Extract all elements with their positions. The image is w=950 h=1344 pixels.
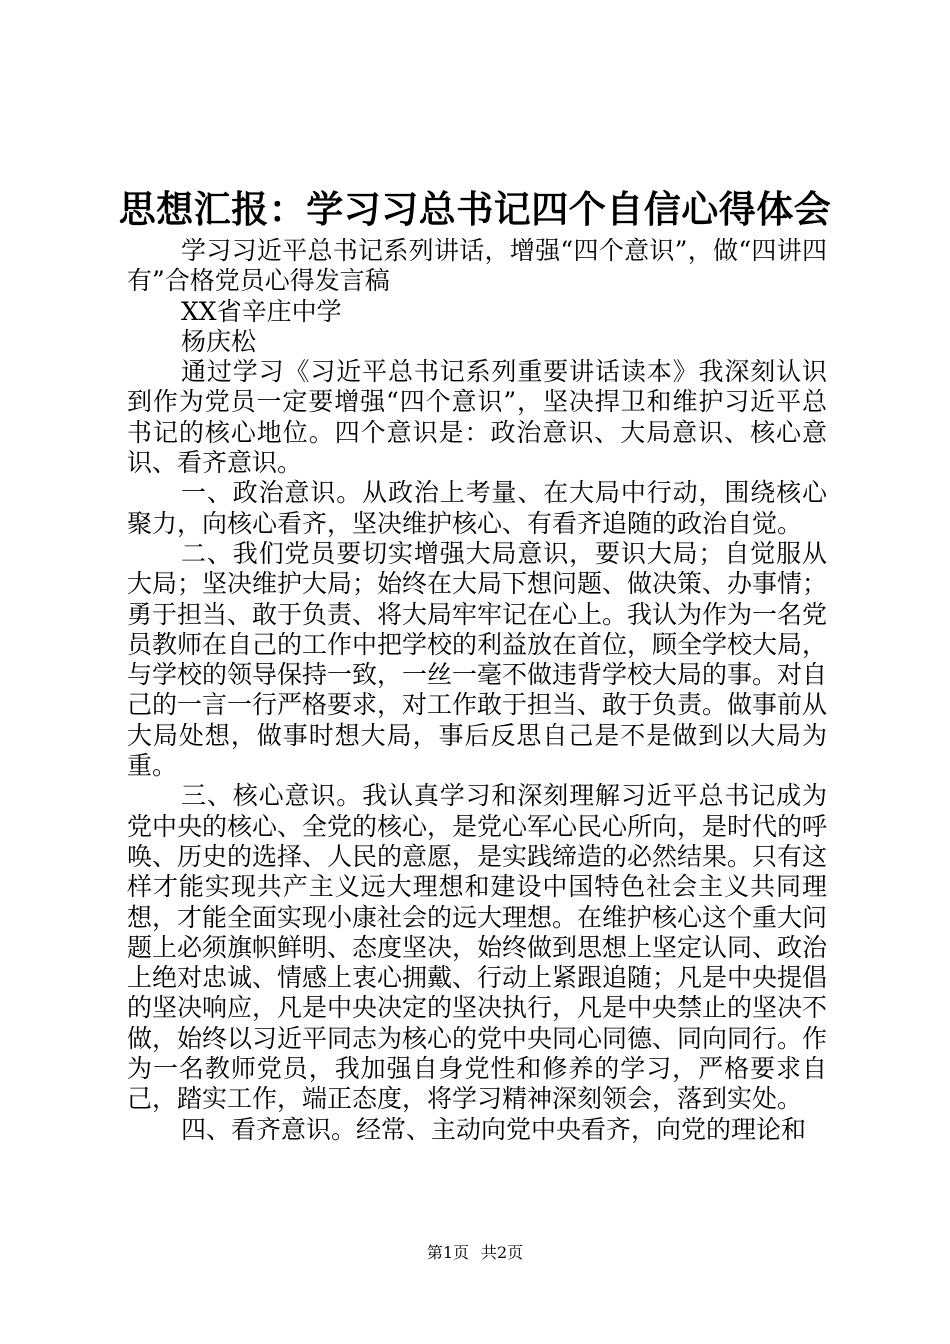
page-total: 共2页 (481, 1243, 524, 1262)
overall-awareness-paragraph: 二、我们党员要切实增强大局意识，要识大局；自觉服从大局；坚决维护大局；始终在大局下想问题、做决策、办事情；勇于担当、敢于负责、将大局牢牢记在心上。我认为作为一名党员教师在自己的工作中把学校的利益放在首位，顾全学校大局，与学校的领导保持一致，一丝一毫不做违背学校大局的事。对自己的一言一行严格要求，对工作敢于担当、敢于负责。做事前从大局处想，做事时想大局，事后反思自己是不是做到以大局为重。 (127, 538, 828, 781)
document-body (127, 236, 827, 1145)
political-awareness-paragraph: 一、政治意识。从政治上考量、在大局中行动，围绕核心聚力，向核心看齐，坚决维护核心、有看齐追随的政治自觉。 (127, 478, 827, 538)
document-title: 思想汇报：学习习总书记四个自信心得体会 (118, 187, 832, 231)
author-name: 杨庆松 (181, 326, 257, 356)
subtitle-paragraph: 学习习近平总书记系列讲话，增强“四个意识”，做“四讲四有”合格党员心得发言稿 (127, 236, 827, 296)
intro-paragraph: 通过学习《习近平总书记系列重要讲话读本》我深刻认识到作为党员一定要增强“四个意识”，坚决捍卫和维护习近平总书记的核心地位。四个意识是：政治意识、大局意识、核心意识、看齐意识。 (127, 357, 827, 478)
alignment-awareness-paragraph: 四、看齐意识。经常、主动向党中央看齐，向党的理论和 (181, 1114, 807, 1144)
core-awareness-paragraph: 三、核心意识。我认真学习和深刻理解习近平总书记成为党中央的核心、全党的核心，是党心军心民心所向，是时代的呼唤、历史的选择、人民的意愿，是实践缔造的必然结果。只有这样才能实现共产主义远大理想和建设中国特色社会主义共同理想，才能全面实现小康社会的远大理想。在维护核心这个重大问题上必须旗帜鲜明、态度坚决，始终做到思想上坚定认同、政治上绝对忠诚、情感上衷心拥戴、行动上紧跟追随；凡是中央提倡的坚决响应，凡是中央决定的坚决执行，凡是中央禁止的坚决不做，始终以习近平同志为核心的党中央同心同德、同向同行。作为一名教师党员，我加强自身党性和修养的学习，严格要求自己，踏实工作，端正态度，将学习精神深刻领会，落到实处。 (127, 781, 828, 1114)
page-footer (0, 1242, 950, 1264)
school-name: XX省辛庄中学 (181, 296, 342, 326)
page-number: 第1页 (426, 1243, 469, 1262)
